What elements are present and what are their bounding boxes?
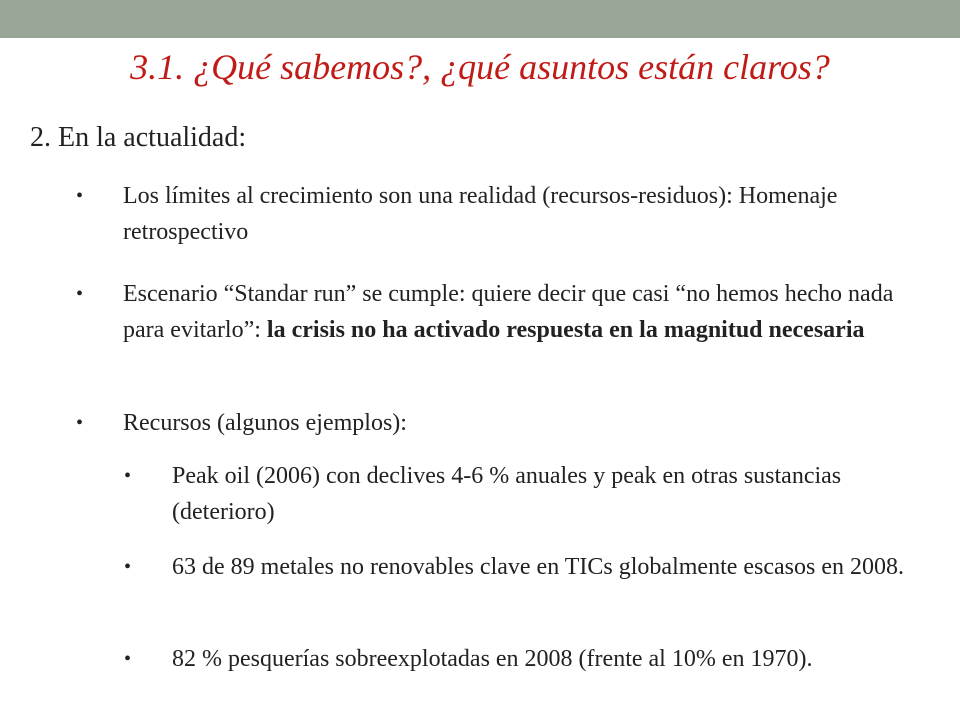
bullet-icon: •	[124, 648, 132, 670]
sub-bullet-text: 63 de 89 metales no renovables clave en TICs globalmente escasos en 2008.	[172, 554, 905, 580]
bullet-bold-text: la crisis no ha activado respuesta en la magnitud necesaria	[266, 317, 865, 343]
bullet-item	[76, 178, 936, 250]
bullet-icon: •	[76, 412, 84, 434]
sub-bullet-text: Peak oil (2006) con declives 4-6 % anuales y peak en otras sustancias (deterioro)	[172, 463, 842, 525]
sub-bullet-item	[124, 549, 934, 585]
bullet-text: Recursos (algunos ejemplos):	[123, 410, 407, 436]
top-decorative-band	[0, 0, 960, 38]
bullet-icon: •	[76, 185, 84, 207]
sub-bullet-item	[124, 458, 934, 530]
bullet-text: Los límites al crecimiento son una realidad (recursos-residuos): Homenaje retrospectivo	[123, 183, 838, 245]
bullet-icon: •	[124, 556, 132, 578]
slide-subtitle: 2. En la actualidad:	[30, 122, 247, 153]
bullet-text: Escenario “Standar run” se cumple: quiere decir que casi “no hemos hecho nada para evitarlo”:	[123, 281, 894, 343]
bullet-icon: •	[124, 465, 132, 487]
sub-bullet-item	[124, 641, 934, 677]
bullet-icon: •	[76, 283, 84, 305]
slide-title: 3.1. ¿Qué sabemos?, ¿qué asuntos están claros?	[130, 47, 830, 87]
bullet-item	[76, 276, 936, 348]
bullet-text-block	[76, 276, 936, 348]
bullet-item	[76, 405, 936, 441]
sub-bullet-text: 82 % pesquerías sobreexplotadas en 2008 (frente al 10% en 1970).	[172, 646, 813, 672]
